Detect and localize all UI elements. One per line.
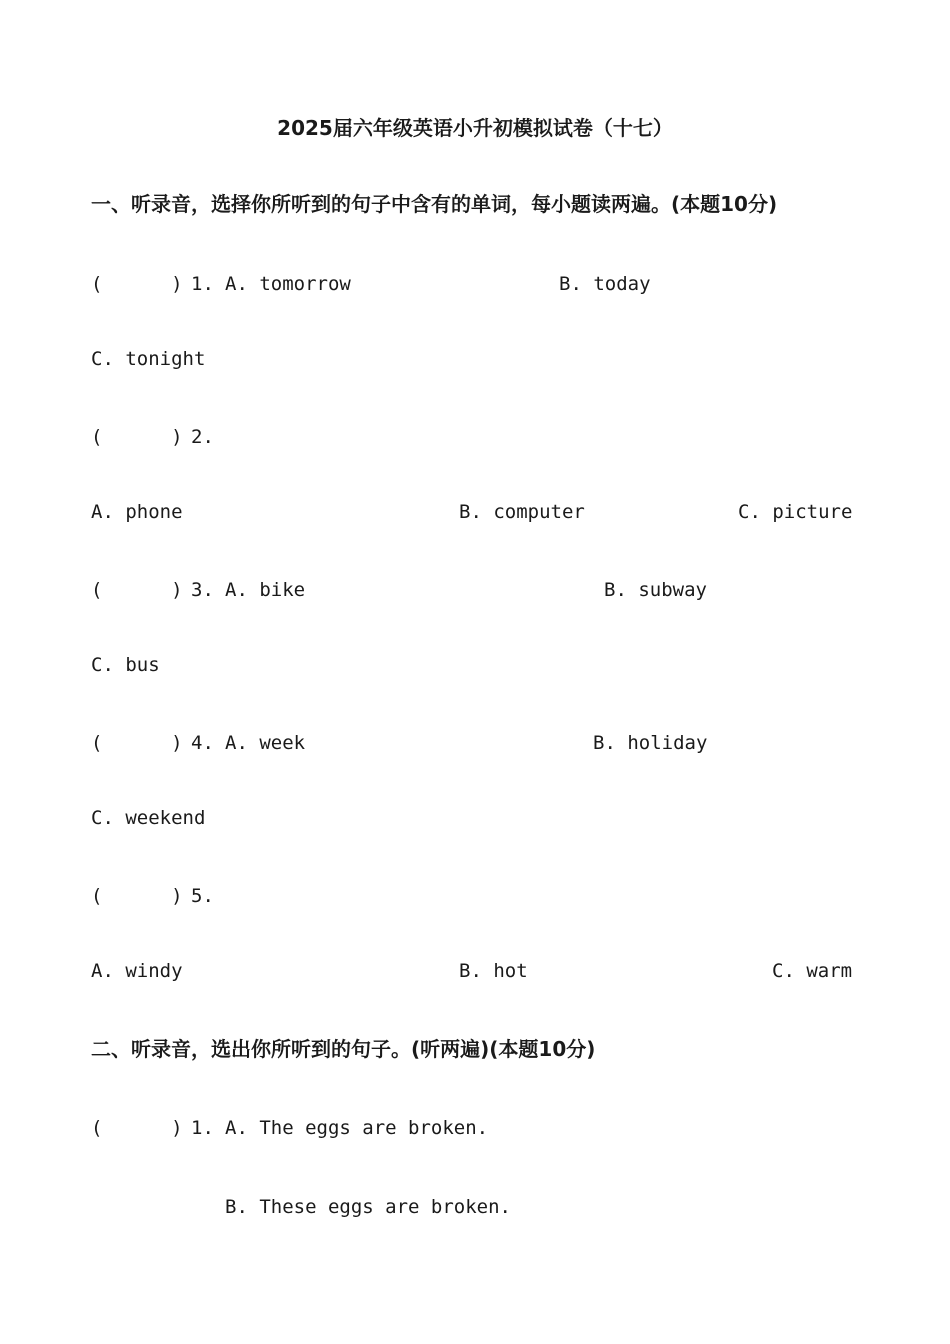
option-a: A. week — [225, 732, 306, 754]
option-b: B. holiday — [593, 732, 708, 754]
section-heading-1: 一、听录音，选择你所听到的句子中含有的单词，每小题读两遍。(本题10分) — [91, 192, 778, 216]
option-b: B. These eggs are broken. — [225, 1196, 511, 1218]
question-number: 4. — [191, 732, 214, 754]
answer-blank: ( ) — [91, 426, 183, 448]
option-c: C. weekend — [91, 807, 206, 829]
answer-blank: ( ) — [91, 732, 183, 754]
option-a: A. bike — [225, 579, 306, 601]
option-a: A. The eggs are broken. — [225, 1117, 489, 1139]
answer-blank: ( ) — [91, 1117, 183, 1139]
question-number: 2. — [191, 426, 214, 448]
question-number: 1. — [191, 1117, 214, 1139]
answer-blank: ( ) — [91, 579, 183, 601]
option-b: B. computer — [459, 501, 585, 523]
answer-blank: ( ) — [91, 273, 183, 295]
option-b: B. subway — [604, 579, 707, 601]
page-title: 2025届六年级英语小升初模拟试卷（十七） — [277, 116, 673, 140]
answer-blank: ( ) — [91, 885, 183, 907]
option-a: A. tomorrow — [225, 273, 351, 295]
option-c: C. bus — [91, 654, 160, 676]
question-number: 5. — [191, 885, 214, 907]
option-a: A. phone — [91, 501, 183, 523]
section-heading-2: 二、听录音，选出你所听到的句子。(听两遍)(本题10分) — [91, 1037, 596, 1061]
option-b: B. today — [559, 273, 651, 295]
option-b: B. hot — [459, 960, 528, 982]
option-c: C. picture — [738, 501, 853, 523]
question-number: 3. — [191, 579, 214, 601]
option-c: C. warm — [772, 960, 853, 982]
option-a: A. windy — [91, 960, 183, 982]
question-number: 1. — [191, 273, 214, 295]
option-c: C. tonight — [91, 348, 206, 370]
